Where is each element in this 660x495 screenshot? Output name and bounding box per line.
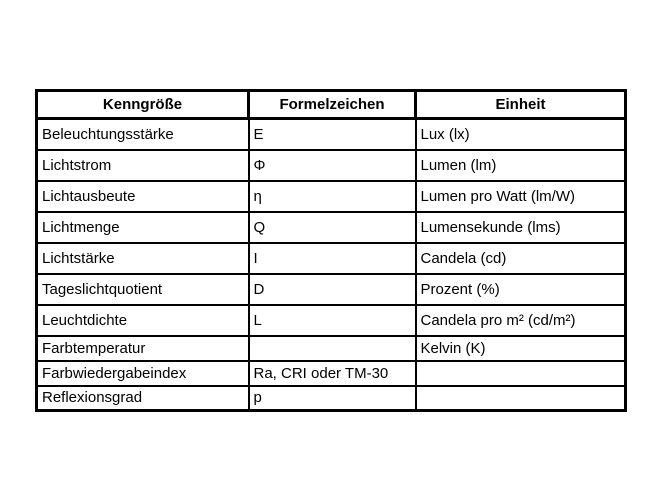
cell-formelzeichen: L bbox=[249, 305, 416, 336]
table-row bbox=[37, 212, 626, 243]
table-row bbox=[37, 243, 626, 274]
cell-einheit: Candela pro m² (cd/m²) bbox=[416, 305, 626, 336]
cell-einheit: Kelvin (K) bbox=[416, 336, 626, 361]
column-header-einheit: Einheit bbox=[416, 91, 626, 119]
cell-einheit: Lumen pro Watt (lm/W) bbox=[416, 181, 626, 212]
cell-einheit bbox=[416, 386, 626, 411]
cell-einheit: Candela (cd) bbox=[416, 243, 626, 274]
cell-kenngroesse: Lichtmenge bbox=[37, 212, 249, 243]
cell-einheit: Lumensekunde (lms) bbox=[416, 212, 626, 243]
cell-kenngroesse: Lichtstärke bbox=[37, 243, 249, 274]
cell-formelzeichen: E bbox=[249, 119, 416, 150]
cell-kenngroesse: Farbtemperatur bbox=[37, 336, 249, 361]
cell-formelzeichen: I bbox=[249, 243, 416, 274]
cell-formelzeichen: Φ bbox=[249, 150, 416, 181]
cell-kenngroesse: Beleuchtungsstärke bbox=[37, 119, 249, 150]
cell-formelzeichen: Ra, CRI oder TM-30 bbox=[249, 361, 416, 386]
cell-formelzeichen: η bbox=[249, 181, 416, 212]
table-row bbox=[37, 181, 626, 212]
table-row bbox=[37, 305, 626, 336]
table-row bbox=[37, 150, 626, 181]
cell-einheit bbox=[416, 361, 626, 386]
cell-kenngroesse: Reflexionsgrad bbox=[37, 386, 249, 411]
header-row bbox=[37, 91, 626, 119]
cell-kenngroesse: Lichtausbeute bbox=[37, 181, 249, 212]
cell-einheit: Lux (lx) bbox=[416, 119, 626, 150]
column-header-formelzeichen: Formelzeichen bbox=[249, 91, 416, 119]
cell-kenngroesse: Leuchtdichte bbox=[37, 305, 249, 336]
table-row bbox=[37, 336, 626, 361]
lighting-parameters-table bbox=[35, 89, 627, 412]
table-row bbox=[37, 361, 626, 386]
cell-kenngroesse: Farbwiedergabeindex bbox=[37, 361, 249, 386]
cell-kenngroesse: Lichtstrom bbox=[37, 150, 249, 181]
cell-formelzeichen: D bbox=[249, 274, 416, 305]
table-row bbox=[37, 274, 626, 305]
cell-einheit: Prozent (%) bbox=[416, 274, 626, 305]
cell-kenngroesse: Tageslichtquotient bbox=[37, 274, 249, 305]
table-row bbox=[37, 119, 626, 150]
column-header-kenngroesse: Kenngröße bbox=[37, 91, 249, 119]
cell-einheit: Lumen (lm) bbox=[416, 150, 626, 181]
cell-formelzeichen: Q bbox=[249, 212, 416, 243]
cell-formelzeichen bbox=[249, 336, 416, 361]
cell-formelzeichen: p bbox=[249, 386, 416, 411]
table-row bbox=[37, 386, 626, 411]
